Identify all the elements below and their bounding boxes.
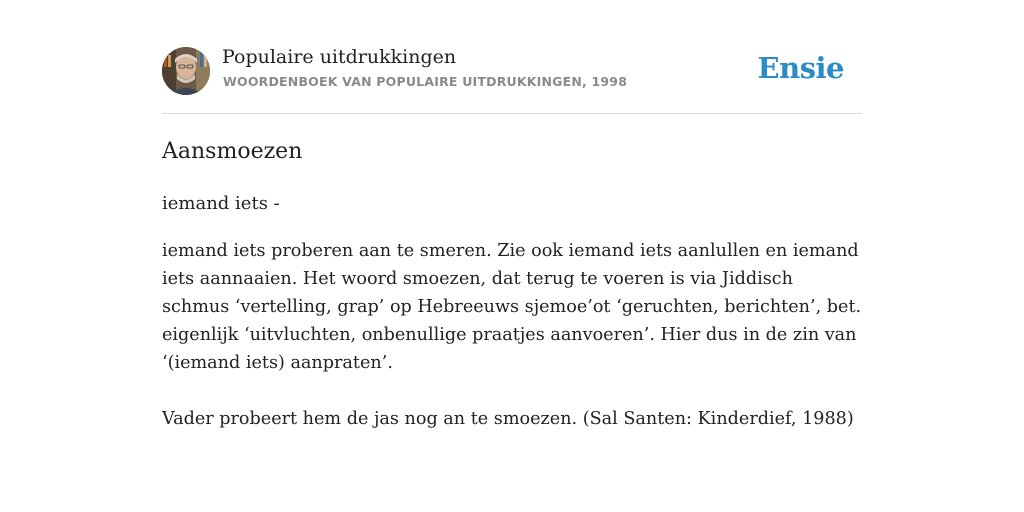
source-header (162, 0, 862, 114)
entry-title: Aansmoezen (162, 139, 303, 164)
entry-body (162, 237, 862, 461)
avatar-portrait (162, 47, 210, 95)
entry-definition: iemand iets proberen aan te smeren. Zie ook iemand iets aanlullen en iemand iets aannaaien. Het woord smoezen, dat terug te voeren is via Jiddisch schmus ‘vertelling, grap’ op Hebreeuws sjemoe’ot ‘geruchten, berichten’, bet. eigenlijk ‘uitvluchten, onbenullige praatjes aanvoeren’. Hier dus in de zin van ‘(iemand iets) aanpraten’. (162, 241, 862, 373)
source-subtitle: WOORDENBOEK VAN POPULAIRE UITDRUKKINGEN, 1998 (223, 74, 628, 89)
entry-subtitle: iemand iets - (162, 193, 280, 214)
author-avatar[interactable] (162, 47, 210, 95)
brand-logo[interactable]: Ensie (757, 51, 844, 85)
entry-example: Vader probeert hem de jas nog an te smoezen. (Sal Santen: Kinderdief, 1988) (162, 409, 854, 429)
entry-card (162, 0, 862, 429)
source-title[interactable]: Populaire uitdrukkingen (222, 46, 457, 68)
